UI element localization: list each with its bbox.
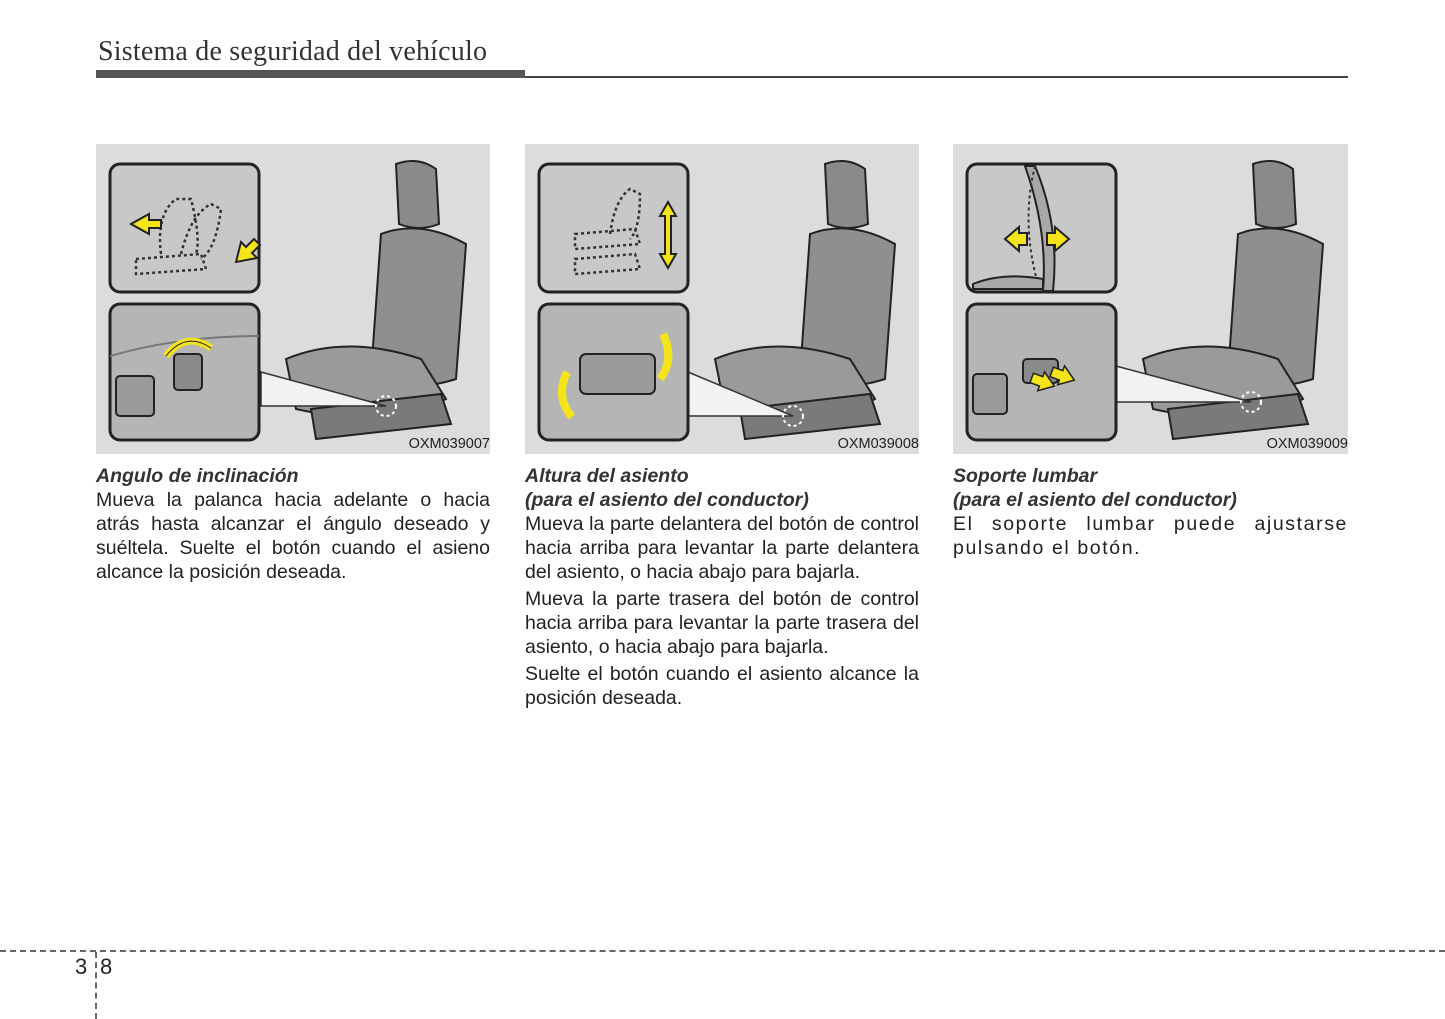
figure-lumbar bbox=[953, 144, 1348, 454]
seat-height-illustration bbox=[525, 144, 919, 454]
figure-code: OXM039008 bbox=[837, 436, 919, 452]
section-paragraph: Mueva la parte delantera del botón de control hacia arriba para levantar la parte delantera del asiento, o hacia abajo para bajarla. bbox=[525, 513, 919, 583]
header-rule-thick bbox=[96, 70, 525, 78]
section-heading: Altura del asiento bbox=[525, 465, 689, 487]
section-recline bbox=[96, 144, 490, 584]
page-number: 8 bbox=[100, 954, 113, 979]
lumbar-support-illustration bbox=[953, 144, 1348, 454]
header-rule-thin bbox=[525, 76, 1348, 78]
footer-vertical-divider bbox=[95, 952, 97, 1019]
recline-lever-icon bbox=[174, 354, 202, 390]
section-heading: Angulo de inclinación bbox=[96, 465, 299, 487]
section-paragraph: El soporte lumbar puede ajustarse pulsando el botón. bbox=[953, 513, 1348, 559]
figure-seat-height bbox=[525, 144, 919, 454]
section-heading: Soporte lumbar bbox=[953, 465, 1098, 487]
height-control-switch-icon bbox=[580, 354, 655, 394]
section-lumbar bbox=[953, 144, 1348, 560]
figure-code: OXM039007 bbox=[408, 436, 490, 452]
figure-recline bbox=[96, 144, 490, 454]
figure-code: OXM039009 bbox=[1266, 436, 1348, 452]
page-header-title: Sistema de seguridad del vehículo bbox=[98, 36, 488, 67]
section-paragraph: Mueva la palanca hacia adelante o hacia atrás hasta alcanzar el ángulo deseado y suéltela. Suelte el botón cuando el asieno alcance la posición deseada. bbox=[96, 489, 490, 583]
section-subheading: (para el asiento del conductor) bbox=[525, 489, 809, 511]
section-paragraph: Mueva la parte trasera del botón de control hacia arriba para levantar la parte trasera del asiento, o hacia abajo para bajarla. bbox=[525, 588, 919, 658]
section-subheading: (para el asiento del conductor) bbox=[953, 489, 1237, 511]
seat-recline-illustration bbox=[96, 144, 490, 454]
page-chapter-number: 3 bbox=[75, 954, 88, 979]
section-paragraph: Suelte el botón cuando el asiento alcance la posición deseada. bbox=[525, 663, 919, 709]
section-seat-height bbox=[525, 144, 919, 710]
footer-divider bbox=[0, 950, 1445, 952]
